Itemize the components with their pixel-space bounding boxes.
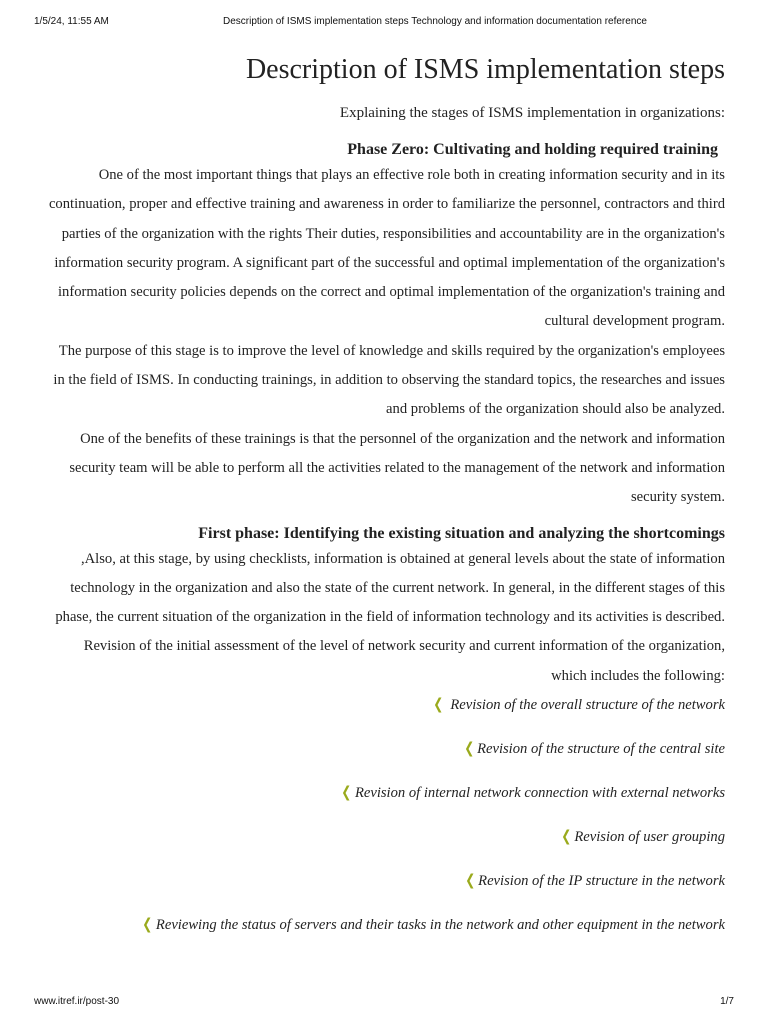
- chevron-left-icon: ❮: [433, 695, 444, 714]
- list-item: [46, 779, 725, 823]
- print-page-title: Description of ISMS implementation steps Technology and information documentation reference: [223, 16, 647, 27]
- list-item: [46, 823, 725, 867]
- chevron-left-icon: ❮: [341, 783, 352, 802]
- phase-zero-paragraph: One of the benefits of these trainings is that the personnel of the organization and the network and information security team will be able to perform all the activities related to the management of the network and information security system.: [69, 430, 725, 506]
- phase-zero-paragraph: The purpose of this stage is to improve the level of knowledge and skills required by the organization's employees in the field of ISMS. In conducting trainings, in addition to observing the standard topics, the researches and issues and problems of the organization should also be analyzed.: [53, 342, 725, 418]
- article-subtitle: Explaining the stages of ISMS implementation in organizations:: [339, 105, 725, 121]
- list-item: [46, 867, 725, 911]
- list-item-text: Revision of the structure of the central site: [477, 741, 725, 758]
- list-item-text: Revision of user grouping: [574, 829, 725, 846]
- chevron-left-icon: ❮: [463, 739, 474, 758]
- list-item: [46, 911, 725, 955]
- chevron-left-icon: ❮: [561, 827, 572, 846]
- phase-zero-paragraph: One of the most important things that plays an effective role both in creating information security and in its continuation, proper and effective training and awareness in order to familiarize the personnel, contractors and third parties of the organization with the rights Their duties, responsibilities and accountability are in the organization's information security program. A significant part of the successful and optimal implementation of the organization's information security policies depends on the correct and optimal implementation of the organization's training and cultural development program.: [48, 167, 725, 330]
- footer-url: www.itref.ir/post-30: [34, 996, 120, 1007]
- page-number: 1/7: [720, 996, 734, 1007]
- article-title: Description of ISMS implementation steps: [245, 54, 725, 85]
- chevron-left-icon: ❮: [142, 915, 153, 934]
- phase-one-heading: First phase: Identifying the existing situation and analyzing the shortcomings: [198, 524, 725, 542]
- chevron-left-icon: ❮: [464, 871, 475, 890]
- print-header: [34, 16, 734, 30]
- phase-one-paragraph: ,Also, at this stage, by using checklists, information is obtained at general levels about the state of information technology in the organization and also the state of the current network. In general, in the different stages of this phase, the current situation of the organization in the field of information technology and its activities is described. Revision of the initial assessment of the level of network security and current information of the organization, which includes the following:: [55, 550, 725, 684]
- print-footer: [34, 996, 734, 1010]
- list-item-text: Reviewing the status of servers and their tasks in the network and other equipment in the network: [155, 917, 725, 934]
- article: [46, 52, 725, 955]
- print-datetime: 1/5/24, 11:55 AM: [34, 16, 109, 27]
- list-item: [46, 691, 725, 735]
- list-item-text: Revision of the overall structure of the network: [450, 697, 725, 714]
- list-item: [46, 735, 725, 779]
- list-item-text: Revision of internal network connection with external networks: [354, 785, 725, 802]
- revision-list: [46, 691, 725, 955]
- phase-zero-heading: Phase Zero: Cultivating and holding required training: [347, 141, 718, 158]
- list-item-text: Revision of the IP structure in the network: [478, 873, 725, 890]
